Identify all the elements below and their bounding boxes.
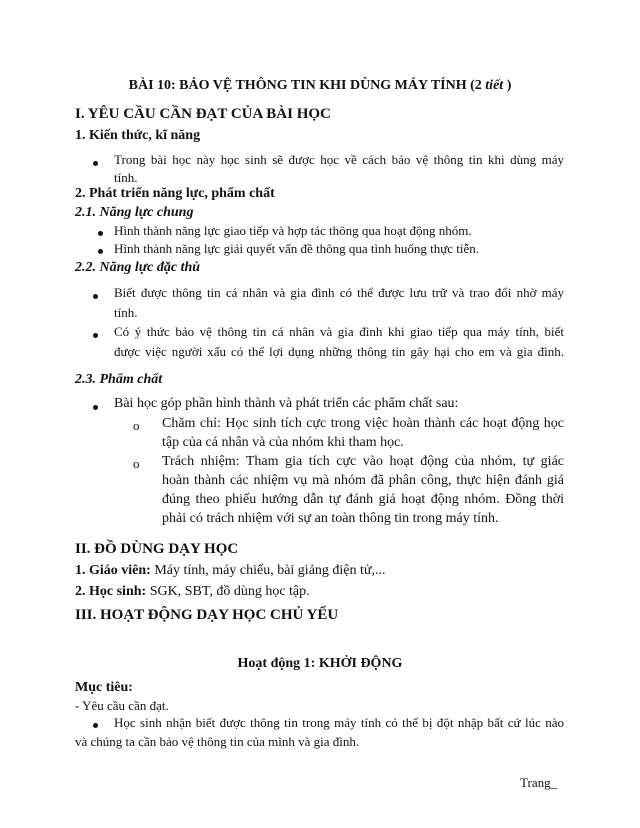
teacher-text: Máy tính, máy chiếu, bài giảng điện tử,...	[150, 563, 386, 578]
student-label: 2. Học sinh:	[75, 584, 147, 599]
bullet-text-cont: tính.	[114, 305, 138, 320]
bullet-icon	[98, 249, 103, 254]
bullet-icon	[93, 723, 98, 728]
lesson-title	[0, 78, 640, 94]
sub-bullet-text-cont: đúng theo phiếu hướng dẫn tự đánh giá hoạt động nhóm. Đồng thời	[162, 492, 564, 507]
subsection-2-1-heading: 2.1. Năng lực chung	[75, 205, 194, 220]
bullet-text-cont: được việc người xấu có thể lợi dụng những thông tin gây hại cho em và gia đình.	[114, 344, 564, 359]
sub-bullet-text: Trách nhiệm: Tham gia tích cực vào hoạt động của nhóm, tự giác	[162, 454, 564, 469]
sub-bullet-text-cont: phải có trách nhiệm với sự an toàn thông tin trong máy tính.	[162, 511, 499, 526]
bullet-text-cont: và chúng ta cần bảo vệ thông tin của mình và gia đình.	[75, 734, 360, 749]
bullet-icon	[98, 231, 103, 236]
lesson-title-main: BÀI 10: BẢO VỆ THÔNG TIN KHI DÙNG MÁY TÍNH (2	[128, 78, 486, 93]
activity-1-heading: Hoạt động 1: KHỞI ĐỘNG	[237, 656, 403, 671]
subsection-2-heading: 2. Phát triển năng lực, phẩm chất	[75, 186, 275, 201]
bullet-icon	[93, 405, 98, 410]
page-footer: Trang_	[520, 775, 558, 790]
bullet-text: Trong bài học này học sinh sẽ được học về cách bảo vệ thông tin khi dùng máy	[114, 152, 564, 167]
lesson-title-tiet: tiết	[485, 78, 504, 93]
bullet-text-cont: tính.	[114, 170, 138, 185]
subsection-2-2-heading: 2.2. Năng lực đặc thù	[75, 260, 201, 275]
section-1-heading: I. YÊU CẦU CẦN ĐẠT CỦA BÀI HỌC	[75, 106, 331, 122]
section-2-heading: II. ĐỒ DÙNG DẠY HỌC	[75, 541, 239, 557]
circle-bullet-icon: o	[133, 418, 140, 433]
bullet-text: Học sinh nhận biết được thông tin trong máy tính có thể bị đột nhập bất cứ lúc nào	[114, 715, 564, 730]
subsection-2-3-heading: 2.3. Phẩm chất	[75, 372, 163, 387]
student-line	[75, 584, 310, 600]
circle-bullet-icon: o	[133, 456, 140, 471]
lesson-title-close: )	[503, 78, 512, 93]
sub-bullet-text-cont: tập của cá nhân và của nhóm khi tham học.	[162, 435, 404, 450]
requirement-line: - Yêu cầu cần đạt.	[75, 698, 169, 713]
bullet-text: Hình thành năng lực giải quyết vấn đề thông qua tình huống thực tiễn.	[114, 241, 480, 256]
teacher-line	[75, 563, 386, 579]
teacher-label: 1. Giáo viên:	[75, 563, 151, 578]
sub-bullet-text: Chăm chỉ: Học sinh tích cực trong việc hoàn thành các hoạt động học	[162, 416, 564, 431]
sub-bullet-text-cont: hoàn thành các nhiệm vụ mà nhóm đã phân công, thực hiện đánh giá	[162, 473, 564, 488]
subsection-1-heading: 1. Kiến thức, kĩ năng	[75, 128, 201, 143]
bullet-text: Hình thành năng lực giao tiếp và hợp tác thông qua hoạt động nhóm.	[114, 223, 472, 238]
student-text: SGK, SBT, đồ dùng học tập.	[146, 584, 310, 599]
bullet-icon	[93, 333, 98, 338]
bullet-icon	[93, 161, 98, 166]
bullet-icon	[93, 294, 98, 299]
objective-label: Mục tiêu:	[75, 680, 133, 695]
bullet-text: Biết được thông tin cá nhân và gia đình có thể được lưu trữ và trao đổi nhờ máy	[114, 285, 564, 300]
section-3-heading: III. HOẠT ĐỘNG DẠY HỌC CHỦ YẾU	[75, 607, 339, 623]
bullet-text: Bài học góp phần hình thành và phát triển các phẩm chất sau:	[114, 396, 459, 411]
bullet-text: Có ý thức bảo vệ thông tin cá nhân và gia đình khi giao tiếp qua máy tính, biết	[114, 324, 564, 339]
